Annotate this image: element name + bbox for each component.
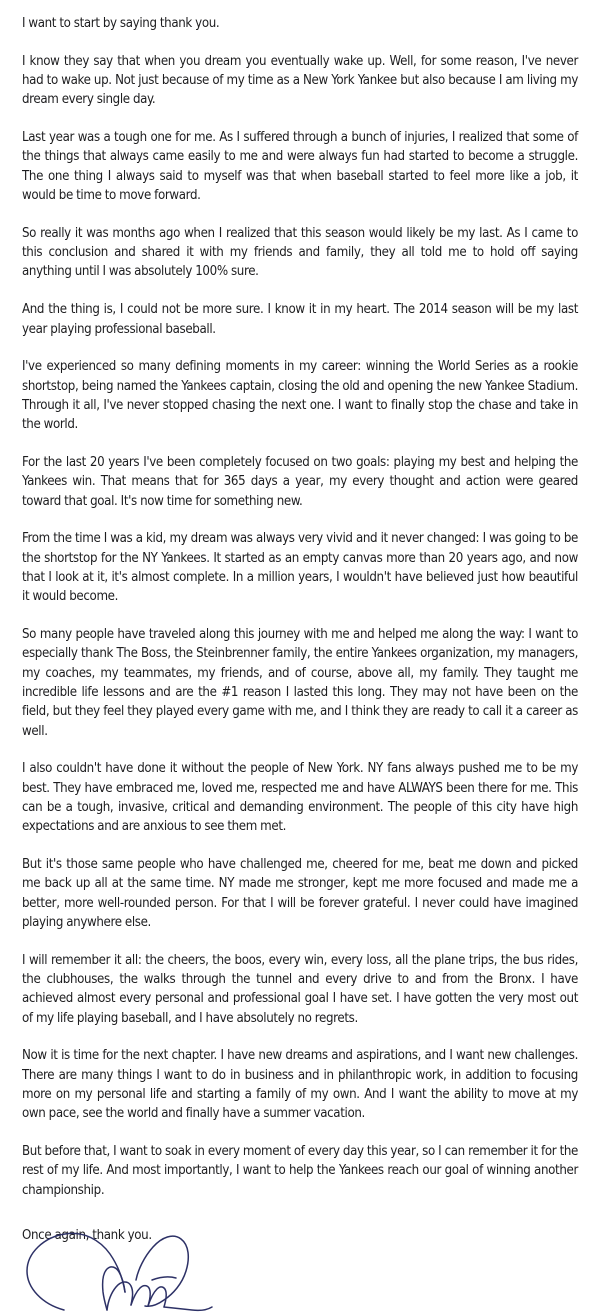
letter-closing: Once again, thank you. [22,1228,152,1244]
letter-paragraph: But it's those same people who have challenged me, cheered for me, beat me down and picked me back up all at the same time. NY made me stronger, kept me more focused and made me a better, more well-rounded person. For that I will be forever grateful. I never could have imagined playing anywhere else. [22,857,578,930]
letter-paragraph: So many people have traveled along this journey with me and helped me along the way: I want to especially thank The Boss, the Steinbrenner family, the entire Yankees organization, my managers, my coaches, my teammates, my friends, and of course, above all, my family. They taught me incredible life lessons and are the #1 reason I lasted this long. They may not have been on the field, but they feel they played every game with me, and I think they are ready to call it a career as well. [22,627,578,739]
letter-paragraph: I've experienced so many defining moments in my career: winning the World Series as a rookie shortstop, being named the Yankees captain, closing the old and opening the new Yankee Stadium. Through it all, I've never stopped chasing the next one. I want to finally stop the chase and take in the world. [22,359,578,433]
signature-icon [18,1222,238,1315]
letter-paragraph: Last year was a tough one for me. As I suffered through a bunch of injuries, I realized that some of the things that always came easily to me and were always fun had started to become a struggle. The one thing I always said to myself was that when baseball started to feel more like a job, it would be time to move forward. [22,130,578,204]
letter-paragraph: Now it is time for the next chapter. I have new dreams and aspirations, and I want new challenges. There are many things I want to do in business and in philanthropic work, in addition to focusing more on my personal life and starting a family of my own. And I want the ability to move at my own pace, see the world and finally have a summer vacation. [22,1048,578,1122]
letter-body [22,14,578,1245]
signature [18,1222,238,1315]
letter-paragraph: I want to start by saying thank you. [22,16,220,31]
letter-paragraph: I know they say that when you dream you eventually wake up. Well, for some reason, I've never had to wake up. Not just because of my time as a New York Yankee but also because I am living my dream every single day. [22,53,578,108]
letter-paragraph: For the last 20 years I've been completely focused on two goals: playing my best and helping the Yankees win. That means that for 365 days a year, my every thought and action were geared toward that goal. It's now time for something new. [22,455,578,509]
letter-paragraph: And the thing is, I could not be more sure. I know it in my heart. The 2014 season will be my last year playing professional baseball. [22,302,578,337]
letter-paragraph: From the time I was a kid, my dream was always very vivid and it never changed: I was going to be the shortstop for the NY Yankees. It started as an empty canvas more than 20 years ago, and now that I look at it, it's almost complete. In a million years, I wouldn't have believed just how beautiful it would become. [22,531,578,605]
letter-paragraph: I will remember it all: the cheers, the boos, every win, every loss, all the plane trips, the bus rides, the clubhouses, the walks through the tunnel and every drive to and from the Bronx. I have achieved almost every personal and professional goal I have set. I have gotten the very most out of my life playing baseball, and I have absolutely no regrets. [22,952,578,1026]
letter-paragraph: So really it was months ago when I realized that this season would likely be my last. As I came to this conclusion and shared it with my friends and family, they all told me to hold off saying anything until I was absolutely 100% sure. [22,225,578,280]
letter-paragraph: But before that, I want to soak in every moment of every day this year, so I can remember it for the rest of my life. And most importantly, I want to help the Yankees reach our goal of winning another championship. [22,1144,578,1198]
letter-paragraph: I also couldn't have done it without the people of New York. NY fans always pushed me to be my best. They have embraced me, loved me, respected me and have ALWAYS been there for me. This can be a tough, invasive, critical and demanding environment. The people of this city have high expectations and are anxious to see them met. [22,761,578,835]
